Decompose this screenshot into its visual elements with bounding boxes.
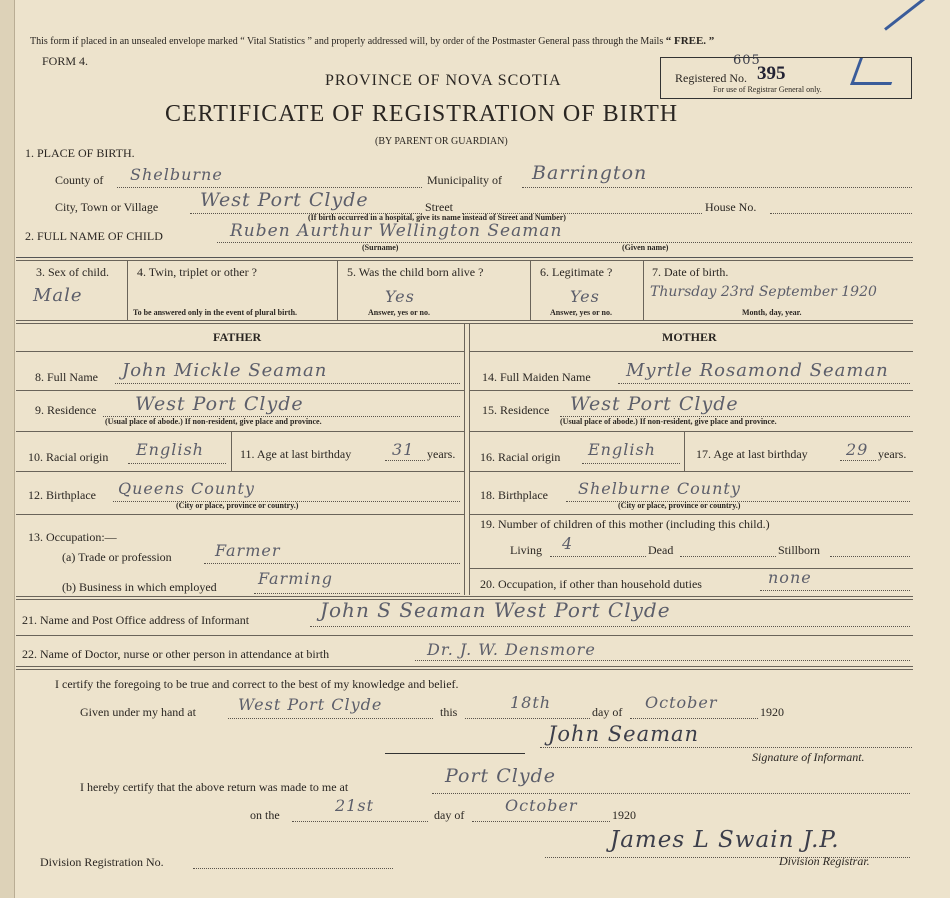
father-residence-value: West Port Clyde xyxy=(135,393,304,415)
form-number: FORM 4. xyxy=(42,54,89,68)
divider xyxy=(469,323,470,595)
doctor-line xyxy=(415,660,910,661)
divider xyxy=(684,431,685,471)
father-heading: FATHER xyxy=(213,330,262,344)
living-label: Living xyxy=(510,543,542,557)
divider xyxy=(231,431,232,471)
province-heading: PROVINCE OF NOVA SCOTIA xyxy=(325,72,562,89)
page-subtitle: (BY PARENT OR GUARDIAN) xyxy=(375,136,508,147)
divider xyxy=(16,669,913,670)
mother-residence-note: (Usual place of abode.) If non-resident, give place and province. xyxy=(560,417,777,426)
father-birthplace-note: (City or place, province or country.) xyxy=(176,501,299,510)
municipality-label: Municipality of xyxy=(427,173,502,187)
given-place-value: West Port Clyde xyxy=(238,695,383,714)
city-label: City, Town or Village xyxy=(55,200,159,214)
father-age-line xyxy=(385,460,425,461)
father-residence-label: 9. Residence xyxy=(35,403,97,417)
divider xyxy=(16,351,464,352)
divider xyxy=(16,514,464,515)
mother-racial-label: 16. Racial origin xyxy=(480,450,561,464)
divider xyxy=(16,320,913,321)
divider xyxy=(469,568,913,569)
registrar-day-of-label: day of xyxy=(434,808,465,822)
father-trade-value: Farmer xyxy=(215,541,281,560)
alive-value: Yes xyxy=(385,287,415,306)
check-mark-tail xyxy=(884,0,925,31)
father-name-value: John Mickle Seaman xyxy=(122,360,328,381)
mother-children-label: 19. Number of children of this mother (including this child.) xyxy=(480,517,770,531)
father-business-line xyxy=(254,593,460,594)
mail-notice xyxy=(30,35,714,47)
certify-text: I certify the foregoing to be true and correct to the best of my knowledge and belief. xyxy=(55,677,459,691)
mother-name-label: 14. Full Maiden Name xyxy=(482,370,591,384)
given-year: 1920 xyxy=(760,705,784,719)
doctor-label: 22. Name of Doctor, nurse or other person in attendance at birth xyxy=(22,647,330,661)
registrar-year: 1920 xyxy=(612,808,636,822)
father-trade-label: (a) Trade or profession xyxy=(62,550,172,564)
divider xyxy=(16,431,464,432)
informant-signature-line xyxy=(540,747,912,748)
registered-prefix: 605 xyxy=(733,53,761,68)
dead-line xyxy=(680,556,776,557)
registrar-day-line xyxy=(292,821,428,822)
divider xyxy=(16,635,913,636)
registrar-place-value: Port Clyde xyxy=(445,765,556,787)
stillborn-label: Stillborn xyxy=(778,543,821,557)
father-birthplace-value: Queens County xyxy=(118,479,255,498)
twin-label: 4. Twin, triplet or other ? xyxy=(137,265,257,279)
divider xyxy=(469,514,913,515)
divider xyxy=(16,471,464,472)
divider xyxy=(469,390,913,391)
father-age-value: 31 xyxy=(392,440,415,459)
divider xyxy=(337,260,338,320)
stillborn-line xyxy=(830,556,910,557)
municipality-line xyxy=(522,187,912,188)
divider xyxy=(16,390,464,391)
mother-birthplace-label: 18. Birthplace xyxy=(480,488,548,502)
county-label: County of xyxy=(55,173,104,187)
mother-age-value: 29 xyxy=(846,440,869,459)
given-day-line xyxy=(465,718,590,719)
father-racial-label: 10. Racial origin xyxy=(28,450,109,464)
given-place-line xyxy=(228,718,433,719)
divider xyxy=(530,260,531,320)
mother-residence-label: 15. Residence xyxy=(482,403,550,417)
date-label: 7. Date of birth. xyxy=(652,265,729,279)
registrar-place-line xyxy=(432,793,910,794)
divider xyxy=(16,257,913,258)
registered-label: Registered No. xyxy=(675,71,747,85)
registrar-month-line xyxy=(472,821,610,822)
division-registration-no-label: Division Registration No. xyxy=(40,855,164,869)
father-residence-note: (Usual place of abode.) If non-resident, give place and province. xyxy=(105,417,322,426)
divider xyxy=(469,471,913,472)
living-line xyxy=(550,556,646,557)
date-value: Thursday 23rd September 1920 xyxy=(650,284,877,300)
legitimate-label: 6. Legitimate ? xyxy=(540,265,613,279)
date-note: Month, day, year. xyxy=(742,308,802,317)
father-years-label: years. xyxy=(427,447,456,461)
registered-number: 395 xyxy=(757,63,786,84)
informant-signature: John Seaman xyxy=(548,722,700,746)
father-trade-line xyxy=(204,563,460,564)
dead-label: Dead xyxy=(648,543,674,557)
given-day-of-label: day of xyxy=(592,705,623,719)
house-label: House No. xyxy=(705,200,757,214)
house-line xyxy=(770,213,912,214)
mother-birthplace-note: (City or place, province or country.) xyxy=(618,501,741,510)
mother-years-label: years. xyxy=(878,447,907,461)
mother-age-line xyxy=(840,460,876,461)
divider xyxy=(16,260,913,261)
mother-age-label: 17. Age at last birthday xyxy=(696,447,808,461)
sex-label: 3. Sex of child. xyxy=(36,265,109,279)
sex-value: Male xyxy=(33,285,83,306)
signature-of-informant-label: Signature of Informant. xyxy=(752,750,865,764)
hospital-note: (If birth occurred in a hospital, give its name instead of Street and Number) xyxy=(308,213,566,222)
divider xyxy=(469,351,913,352)
father-birthplace-label: 12. Birthplace xyxy=(28,488,96,502)
mother-racial-value: English xyxy=(588,440,656,459)
legitimate-value: Yes xyxy=(570,287,600,306)
given-day-value: 18th xyxy=(510,693,552,712)
page-title: CERTIFICATE OF REGISTRATION OF BIRTH xyxy=(165,101,679,127)
mother-residence-value: West Port Clyde xyxy=(570,393,739,415)
child-name-label: 2. FULL NAME OF CHILD xyxy=(25,229,163,243)
free-label: “ FREE. ” xyxy=(665,35,715,47)
registrar-certify-text: I hereby certify that the above return was made to me at xyxy=(80,780,349,794)
registered-note: For use of Registrar General only. xyxy=(713,85,822,94)
mother-occupation-line xyxy=(760,590,910,591)
alive-label: 5. Was the child born alive ? xyxy=(347,265,484,279)
legitimate-note: Answer, yes or no. xyxy=(550,308,613,317)
municipality-value: Barrington xyxy=(532,162,648,184)
street-label: Street xyxy=(425,200,453,214)
living-value: 4 xyxy=(562,534,574,553)
father-name-line xyxy=(115,383,460,384)
mother-heading: MOTHER xyxy=(662,330,717,344)
child-name-line xyxy=(217,242,912,243)
divider xyxy=(16,666,913,667)
given-month-line xyxy=(630,718,758,719)
city-value: West Port Clyde xyxy=(200,189,369,211)
father-occupation-label: 13. Occupation:— xyxy=(28,530,117,544)
page-left-margin xyxy=(0,0,15,898)
divider xyxy=(464,323,465,595)
given-month-value: October xyxy=(645,693,718,712)
child-name-value: Ruben Aurthur Wellington Seaman xyxy=(230,221,563,241)
mail-notice-text: This form if placed in an unsealed envelope marked “ Vital Statistics ” and properly addressed will, by order of the Postmaster General pass through the Mails xyxy=(30,36,664,47)
twin-note: To be answered only in the event of plural birth. xyxy=(133,308,298,317)
mother-occupation-value: none xyxy=(768,568,812,587)
divider xyxy=(643,260,644,320)
county-value: Shelburne xyxy=(130,165,223,184)
alive-note: Answer, yes or no. xyxy=(368,308,431,317)
father-name-label: 8. Full Name xyxy=(35,370,98,384)
informant-value: John S Seaman West Port Clyde xyxy=(320,598,671,622)
father-racial-line xyxy=(128,463,226,464)
divider xyxy=(127,260,128,320)
informant-line xyxy=(310,626,910,627)
doctor-value: Dr. J. W. Densmore xyxy=(427,640,596,659)
mother-name-value: Myrtle Rosamond Seaman xyxy=(626,360,889,381)
informant-label: 21. Name and Post Office address of Informant xyxy=(22,613,250,627)
registrar-on-label: on the xyxy=(250,808,280,822)
division-registrar-label: Division Registrar. xyxy=(779,854,870,868)
mother-occupation-label: 20. Occupation, if other than household duties xyxy=(480,577,702,591)
registrar-day-value: 21st xyxy=(335,796,374,815)
father-age-label: 11. Age at last birthday xyxy=(240,447,352,461)
county-line xyxy=(117,187,422,188)
registrar-month-value: October xyxy=(505,796,578,815)
father-racial-value: English xyxy=(136,440,204,459)
mother-racial-line xyxy=(582,463,680,464)
divider xyxy=(16,596,913,597)
father-business-value: Farming xyxy=(258,569,334,588)
divider xyxy=(469,431,913,432)
given-name-note: (Given name) xyxy=(622,243,669,252)
registrar-signature: James L Swain J.P. xyxy=(610,827,840,853)
place-of-birth-heading: 1. PLACE OF BIRTH. xyxy=(25,146,135,160)
this-label: this xyxy=(440,705,458,719)
surname-note: (Surname) xyxy=(362,243,399,252)
given-label: Given under my hand at xyxy=(80,705,196,719)
mother-birthplace-value: Shelburne County xyxy=(578,479,741,498)
divider xyxy=(385,753,525,754)
mother-name-line xyxy=(618,383,910,384)
father-business-label: (b) Business in which employed xyxy=(62,580,217,594)
division-registration-no-line xyxy=(193,868,393,869)
